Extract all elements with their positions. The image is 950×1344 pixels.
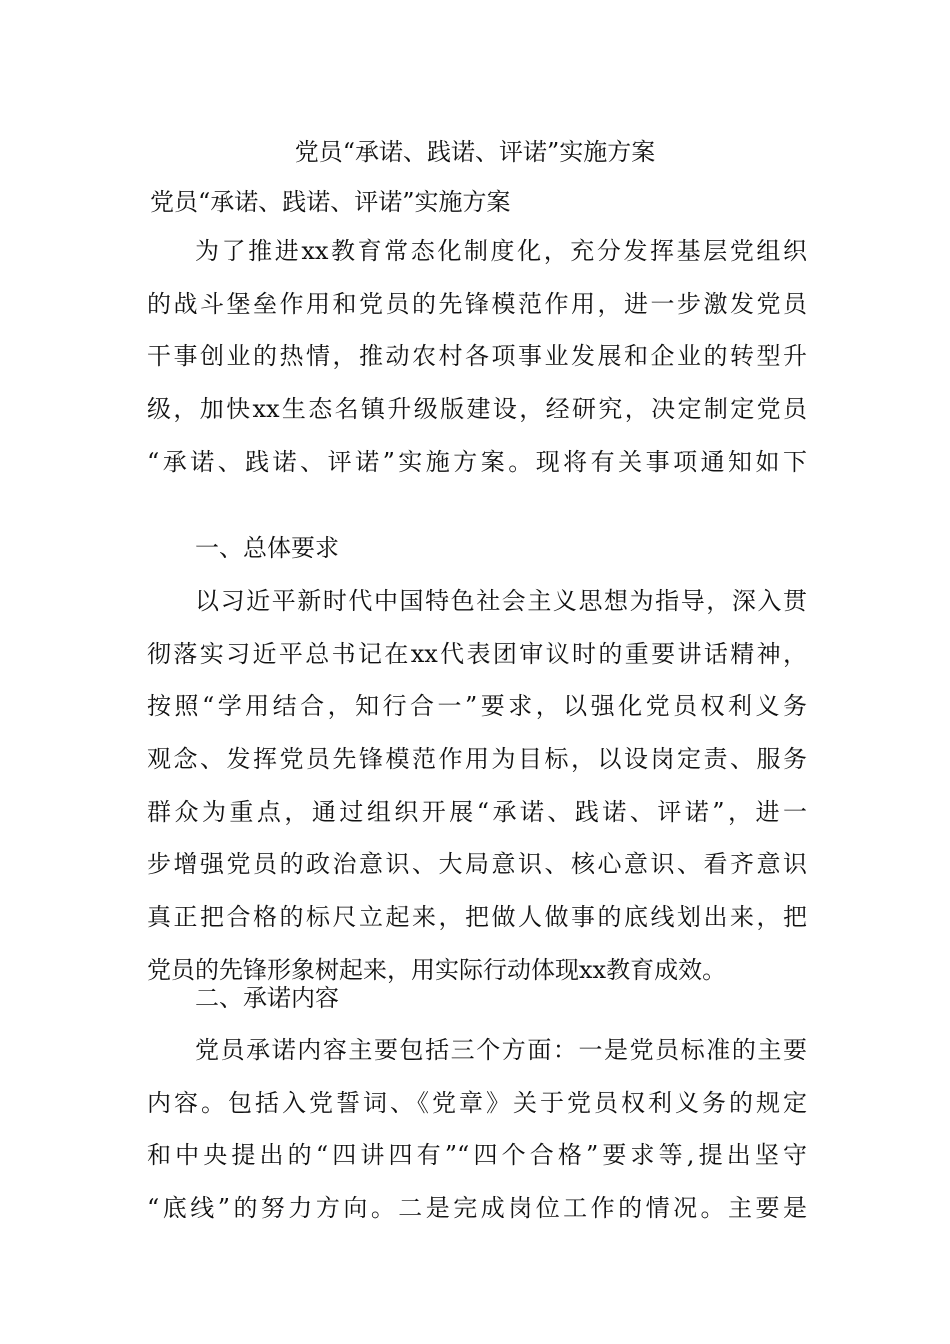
paragraph-line: 步增强党员的政治意识、大局意识、核心意识、看齐意识 [147, 850, 807, 879]
section2-paragraph [147, 1024, 807, 1235]
paragraph-line: “底线”的努力方向。二是完成岗位工作的情况。主要是 [147, 1194, 807, 1223]
intro-paragraph [147, 225, 807, 488]
paragraph-line: 的战斗堡垒作用和党员的先锋模范作用，进一步激发党员 [147, 289, 807, 318]
section-heading-commitment-content: 二、承诺内容 [195, 984, 339, 1012]
paragraph-line: “承诺、践诺、评诺”实施方案。现将有关事项通知如下 [147, 447, 807, 476]
paragraph-line: 内容。包括入党誓词、《党章》关于党员权利义务的规定 [147, 1088, 807, 1117]
paragraph-line: 干事创业的热情，推动农村各项事业发展和企业的转型升 [147, 342, 807, 371]
paragraph-line: 党员承诺内容主要包括三个方面：一是党员标准的主要 [195, 1036, 807, 1064]
paragraph-line: 党员的先锋形象树起来，用实际行动体现xx教育成效。 [147, 955, 727, 984]
paragraph-line: 彻落实习近平总书记在xx代表团审议时的重要讲话精神， [147, 639, 807, 668]
document-title: 党员“承诺、践诺、评诺”实施方案 [294, 138, 656, 166]
paragraph-line: 群众为重点，通过组织开展“承诺、践诺、评诺”，进一 [147, 797, 807, 826]
paragraph-line: 观念、发挥党员先锋模范作用为目标，以设岗定责、服务 [147, 745, 807, 774]
section-heading-overall-requirements: 一、总体要求 [195, 534, 339, 562]
document-subtitle: 党员“承诺、践诺、评诺”实施方案 [150, 188, 511, 216]
paragraph-line: 以习近平新时代中国特色社会主义思想为指导，深入贯 [195, 587, 807, 615]
section1-paragraph [147, 575, 807, 997]
paragraph-line: 为了推进xx教育常态化制度化，充分发挥基层党组织 [195, 237, 807, 265]
paragraph-line: 真正把合格的标尺立起来，把做人做事的底线划出来，把 [147, 903, 807, 932]
paragraph-line: 和中央提出的“四讲四有”“四个合格”要求等,提出坚守 [147, 1141, 807, 1170]
paragraph-line: 级，加快xx生态名镇升级版建设，经研究，决定制定党员 [147, 395, 807, 424]
paragraph-line: 按照“学用结合，知行合一”要求，以强化党员权利义务 [147, 692, 807, 721]
